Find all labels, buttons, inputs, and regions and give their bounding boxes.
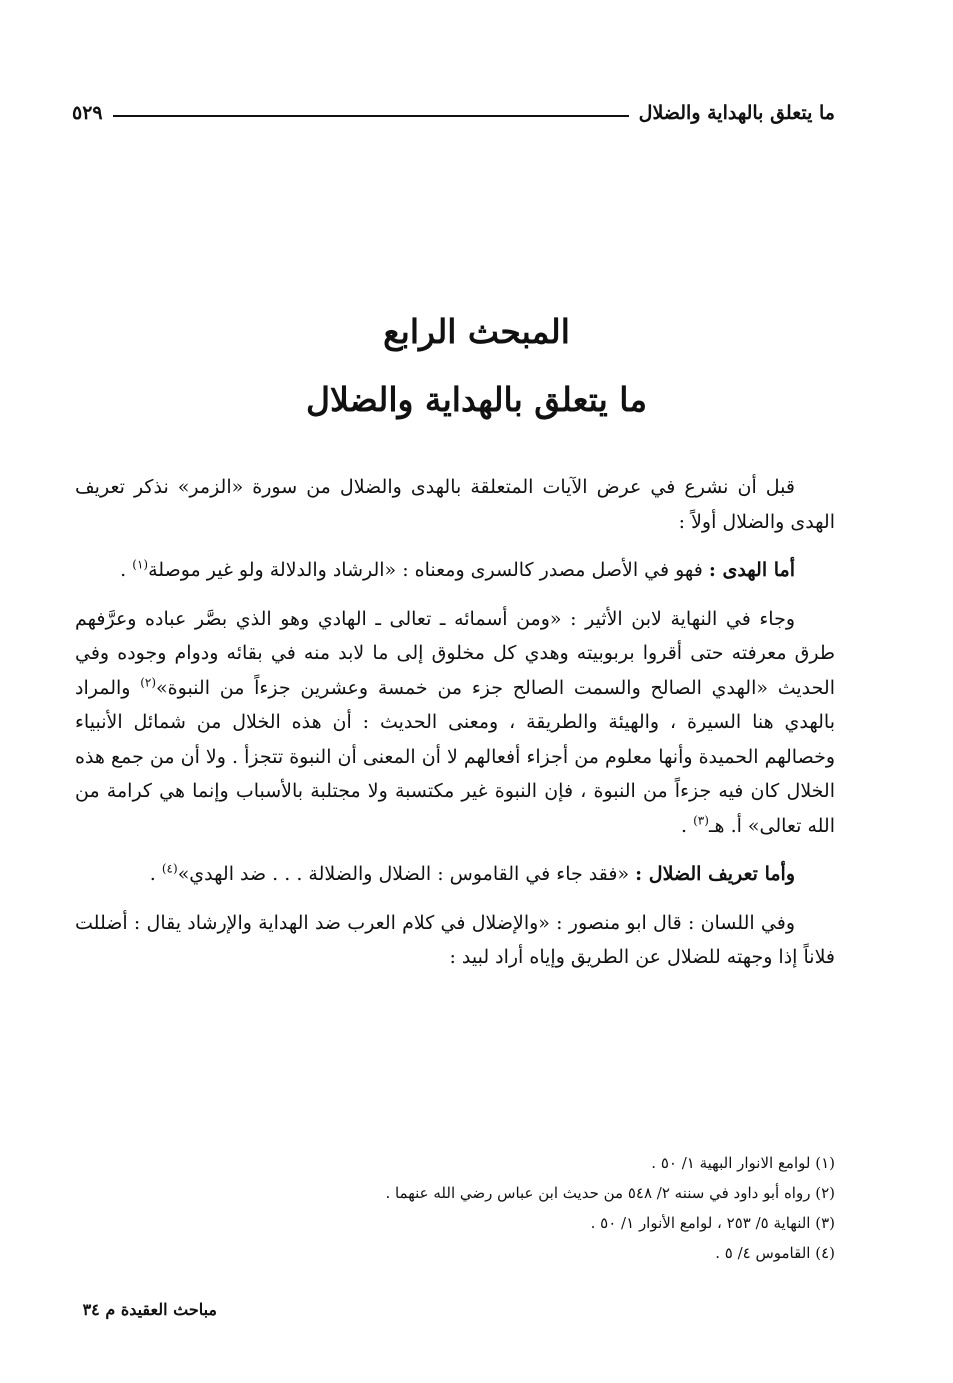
paragraph-huda-end: .: [120, 559, 133, 581]
footnote-ref-3: (٣): [693, 813, 709, 828]
body-text: [75, 470, 835, 989]
footnote-ref-2: (٢): [140, 675, 157, 690]
section-label: المبحث الرابع: [383, 312, 570, 351]
paragraph-huda: [75, 553, 835, 588]
paragraph-dalal-end: .: [149, 863, 162, 885]
signature-mark: مباحث العقيدة م ٣٤: [82, 1300, 217, 1319]
paragraph-huda-text: فهو في الأصل مصدر كالسرى ومعناه : «الرشاد والدلالة ولو غير موصلة: [148, 559, 709, 581]
running-header: [72, 98, 835, 128]
paragraph-nihaya-a: وجاء في النهاية لابن الأثير : «ومن أسمائه ـ تعالى ـ الهادي وهو الذي بصَّر عباده وعرَّفهم طرق معرفته حتى أقروا بربوبيته وهدي كل مخلوق إلى ما لابد منه في بقائه ودوام وجوده وفي الحديث «الهدي الصالح والسمت الصالح جزء من خمسة وعشرين جزءاً من النبوة»: [75, 607, 835, 699]
paragraph-nihaya: [75, 602, 835, 844]
paragraph-nihaya-end: .: [681, 814, 694, 837]
footnote-2: (٢) رواه أبو داود في سننه ٢/ ٥٤٨ من حديث ابن عباس رضي الله عنهما .: [385, 1184, 835, 1202]
footnote-4: (٤) القاموس ٤/ ٥ .: [715, 1244, 835, 1262]
footnote-ref-4: (٤): [161, 861, 178, 876]
paragraph-dalal-text: «فقد جاء في القاموس : الضلال والضلالة . . . ضد الهدي»: [177, 863, 636, 885]
running-title: ما يتعلق بالهداية والضلال: [638, 102, 835, 124]
footnotes: [75, 1148, 835, 1268]
paragraph-lisan: وفي اللسان : قال ابو منصور : «والإضلال في كلام العرب ضد الهداية والإرشاد يقال : أضللت فلاناً إذا وجهته للضلال عن الطريق وإياه أراد لبيد :: [75, 911, 835, 968]
paragraph-nihaya-b: والمراد بالهدي هنا السيرة ، والهيئة والطريقة ، ومعنى الحديث : أن هذه الخلال من شمائل الأنبياء وخصالهم الحميدة وأنها معلوم من أجزاء أفعالهم لا أن المعنى أن النبوة تتجزأ . ولا أن من جمع هذه الخلال كان فيه جزءاً من النبوة ، فإن النبوة غير مكتسبة ولا مجتلبة بالأسباب وإنما هي كرامة من الله تعالى» أ. هـ: [75, 676, 835, 837]
section-title: ما يتعلق بالهداية والضلال: [305, 380, 648, 419]
page-number: ٥٢٩: [72, 102, 103, 124]
paragraph-dalal-lead: وأما تعريف الضلال :: [635, 863, 795, 885]
paragraph-dalal: [75, 857, 835, 892]
footnote-1: (١) لوامع الانوار البهية ١/ ٥٠ .: [651, 1154, 835, 1172]
footnote-ref-1: (١): [132, 557, 149, 572]
paragraph-intro: قبل أن نشرع في عرض الآيات المتعلقة بالهدى والضلال من سورة «الزمر» نذكر تعريف الهدى والضلال أولاً :: [75, 476, 835, 533]
footnote-3: (٣) النهاية ٥/ ٢٥٣ ، لوامع الأنوار ١/ ٥٠ .: [590, 1214, 835, 1232]
header-rule: [113, 115, 629, 117]
paragraph-huda-lead: أما الهدى :: [708, 559, 795, 581]
